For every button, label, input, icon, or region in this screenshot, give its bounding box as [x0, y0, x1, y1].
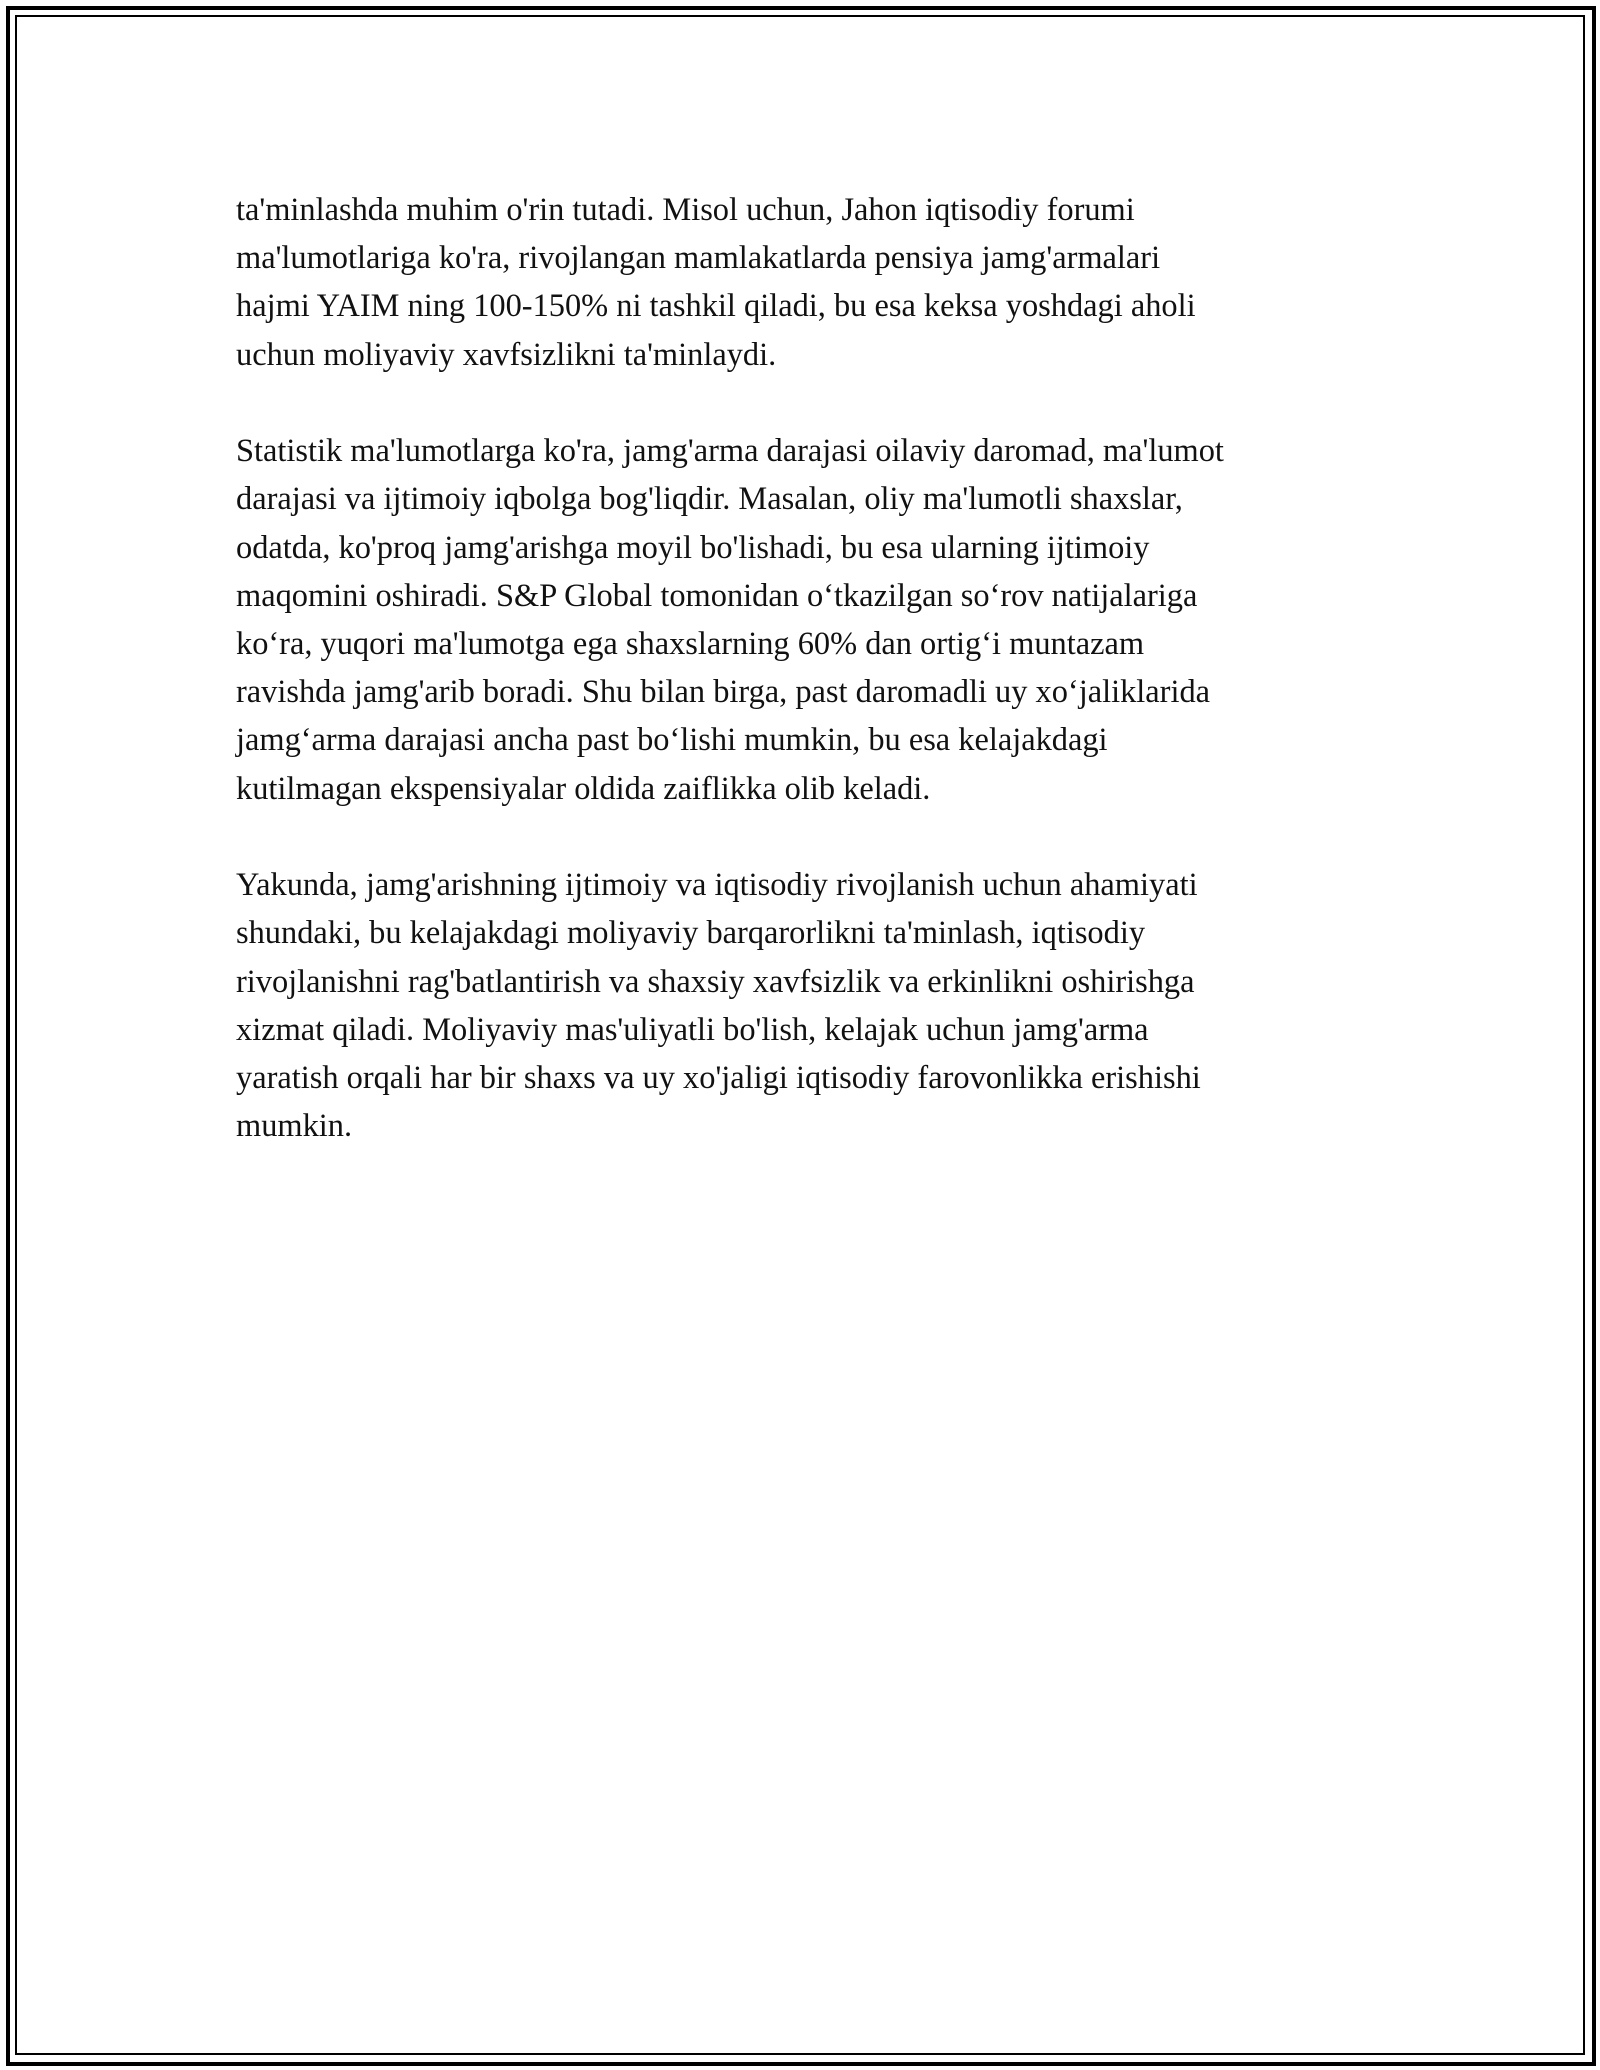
paragraph-3: Yakunda, jamg'arishning ijtimoiy va iqtisodiy rivojlanish uchun ahamiyati shundaki, bu kelajakdagi moliyaviy barqarorlikni ta'minlash, iqtisodiy rivojlanishni rag'batlantirish va shaxsiy xavfsizlik va erkinlikni oshirishga xizmat qiladi. Moliyaviy mas'uliyatli bo'lish, kelajak uchun jamg'arma yaratish orqali har bir shaxs va uy xo'jaligi iqtisodiy farovonlikka erishishi mumkin. — [236, 867, 1201, 1145]
paragraph-1: ta'minlashda muhim o'rin tutadi. Misol uchun, Jahon iqtisodiy forumi ma'lumotlariga ko'ra, rivojlangan mamlakatlarda pensiya jamg'armalari hajmi YAIM ning 100-150% ni tashkil qiladi, bu esa keksa yoshdagi aholi uchun moliyaviy xavfsizlikni ta'minlaydi. — [236, 192, 1196, 373]
paragraph-2: Statistik ma'lumotlarga ko'ra, jamg'arma darajasi oilaviy daromad, ma'lumot darajasi va ijtimoiy iqbolga bog'liqdir. Masalan, oliy ma'lumotli shaxslar, odatda, ko'proq jamg'arishga moyil bo'lishadi, bu esa ularning ijtimoiy maqomini oshiradi. S&P Global tomonidan o‘tkazilgan so‘rov natijalariga ko‘ra, yuqori ma'lumotga ega shaxslarning 60% dan ortig‘i muntazam ravishda jamg'arib boradi. Shu bilan birga, past daromadli uy xo‘jaliklarida jamg‘arma darajasi ancha past bo‘lishi mumkin, bu esa kelajakdagi kutilmagan ekspensiyalar oldida zaiflikka olib keladi. — [236, 433, 1224, 807]
document-body — [236, 186, 1376, 1199]
